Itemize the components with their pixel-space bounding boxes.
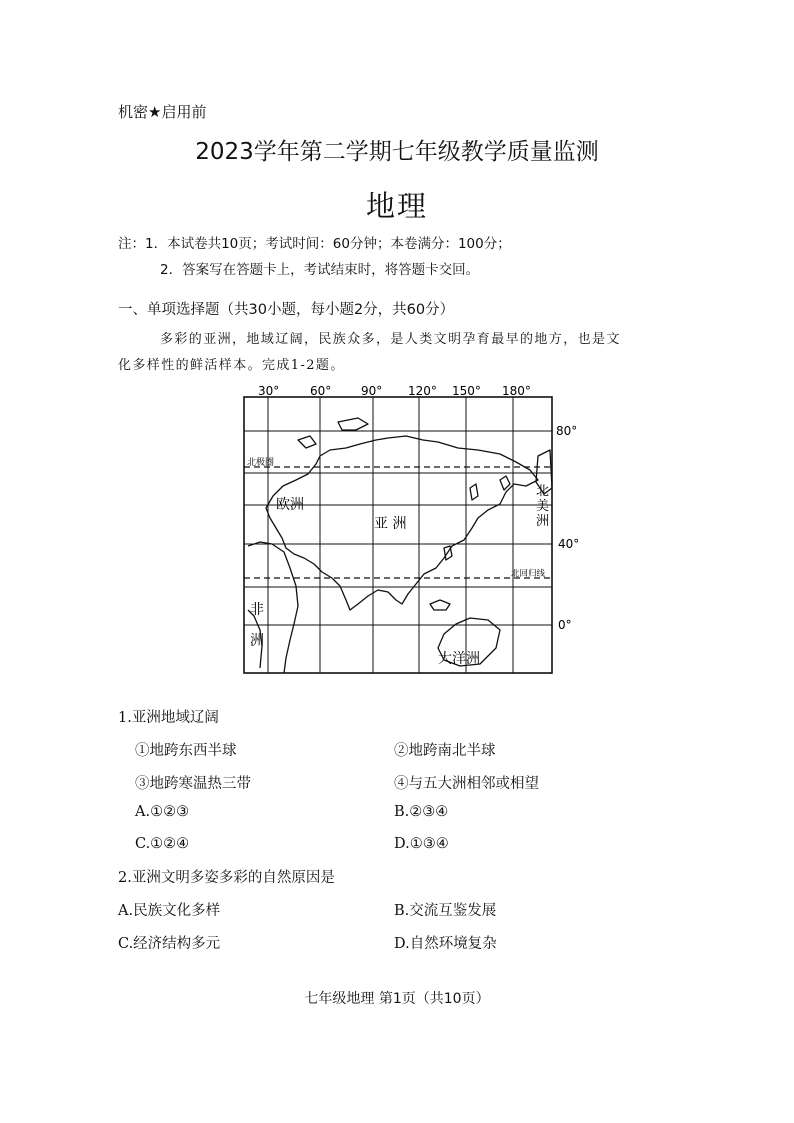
map-frame	[244, 397, 552, 673]
label-africa-2: 洲	[250, 633, 264, 649]
q1-option-b[interactable]: B.②③④	[394, 804, 449, 820]
q1-statement-1: ①地跨东西半球	[135, 743, 237, 759]
subject-title: 地理	[365, 189, 428, 223]
page-footer: 七年级地理 第1页（共10页）	[304, 991, 490, 1007]
section-heading: 一、单项选择题（共30小题，每小题2分，共60分）	[118, 302, 455, 318]
lon-label-150: 150°	[452, 384, 481, 398]
label-europe: 欧洲	[276, 497, 304, 513]
label-na-1: 北	[536, 484, 550, 499]
question-1-stem: 1.亚洲地域辽阔	[118, 710, 219, 726]
passage-line-2: 化多样性的鲜活样本。完成1-2题。	[118, 358, 345, 373]
q1-statement-4: ④与五大洲相邻或相望	[394, 776, 539, 792]
note-line-2: 2．答案写在答题卡上，考试结束时，将答题卡交回。	[160, 262, 480, 278]
lon-label-60: 60°	[310, 384, 332, 398]
passage-line-1: 多彩的亚洲，地域辽阔，民族众多，是人类文明孕育最早的地方，也是文	[160, 332, 621, 347]
lat-label-40: 40°	[558, 537, 580, 551]
asia-map	[238, 378, 590, 678]
coastlines	[248, 418, 552, 673]
map-grid	[244, 397, 552, 673]
label-asia: 亚 洲	[374, 516, 407, 532]
q1-statement-2: ②地跨南北半球	[394, 743, 496, 759]
lon-label-180: 180°	[502, 384, 531, 398]
q1-option-c[interactable]: C.①②④	[135, 836, 190, 852]
question-2-stem: 2.亚洲文明多姿多彩的自然原因是	[118, 870, 335, 886]
label-na-2: 美	[536, 499, 550, 514]
arctic-circle-label: 北极圈	[247, 458, 275, 468]
q2-option-a[interactable]: A.民族文化多样	[118, 903, 221, 919]
q1-statement-3: ③地跨寒温热三带	[135, 776, 251, 792]
lat-label-80: 80°	[556, 424, 578, 438]
lon-label-120: 120°	[408, 384, 437, 398]
q2-option-c[interactable]: C.经济结构多元	[118, 936, 221, 952]
q1-option-d[interactable]: D.①③④	[394, 836, 449, 852]
tropic-label: 北回归线	[511, 569, 546, 579]
exam-title: 2023学年第二学期七年级教学质量监测	[195, 139, 599, 165]
note-line-1: 注：1．本试卷共10页；考试时间：60分钟；本卷满分：100分；	[118, 236, 511, 252]
label-oceania: 大洋洲	[438, 651, 480, 667]
label-na-3: 洲	[536, 514, 550, 529]
q2-option-d[interactable]: D.自然环境复杂	[394, 936, 497, 952]
lon-label-30: 30°	[258, 384, 280, 398]
confidential-label: 机密★启用前	[118, 103, 207, 121]
label-africa-1: 非	[250, 602, 264, 618]
q2-option-b[interactable]: B.交流互鉴发展	[394, 903, 497, 919]
lon-label-90: 90°	[361, 384, 383, 398]
q1-option-a[interactable]: A.①②③	[135, 804, 190, 820]
lat-label-0: 0°	[558, 618, 572, 632]
